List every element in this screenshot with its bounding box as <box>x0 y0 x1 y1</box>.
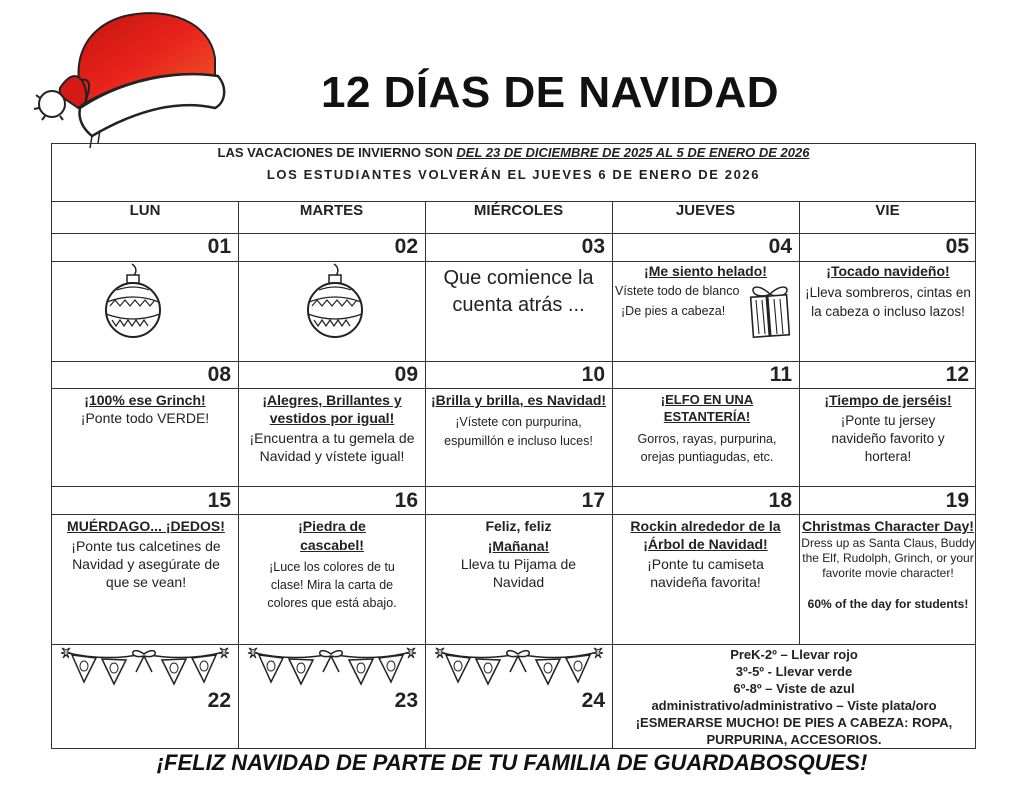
date-number: 12 <box>945 363 969 386</box>
date-number: 22 <box>207 689 231 712</box>
date-number: 16 <box>394 489 418 512</box>
day-header-thu: JUEVES <box>675 202 736 219</box>
bunting-icon <box>58 646 230 688</box>
date-number: 17 <box>581 489 605 512</box>
wed-2-activity: ¡Brilla y brilla, es Navidad! ¡Vístete con purpurina, espumillón e incluso luces! <box>430 392 607 448</box>
wed-3-activity: Feliz, feliz ¡Mañana! Lleva tu Pijama de Navidad <box>460 518 577 590</box>
bunting-icon <box>432 646 604 688</box>
date-number: 05 <box>945 235 969 258</box>
tue-2-activity: ¡Alegres, Brillantes y vestidos por igual! ¡Encuentra a tu gemela de Navidad y vístete igual! <box>249 392 415 464</box>
date-number: 15 <box>207 489 231 512</box>
day-header-mon: LUN <box>129 202 161 219</box>
page-title: 12 DÍAS DE NAVIDAD <box>320 68 780 117</box>
calendar-grid <box>51 143 976 749</box>
date-number: 03 <box>581 235 605 258</box>
class-color-chart: PreK-2º – Llevar rojo 3º-5º - Llevar verde 6º-8º – Viste de azul administrativo/administrativo – Viste plata/oro ¡ESMERARSE MUCHO! DE PIES A CABEZA: ROPA, PURPURINA, ACCESORIOS. <box>635 647 953 747</box>
day-header-tue: MARTES <box>299 202 364 219</box>
date-number: 02 <box>394 235 418 258</box>
date-number: 11 <box>769 363 792 386</box>
thu-1-activity: ¡Me siento helado! <box>644 263 767 279</box>
mon-2-activity: ¡100% ese Grinch! ¡Ponte todo VERDE! <box>80 392 210 426</box>
ornament-icon <box>304 262 366 340</box>
date-number: 23 <box>394 689 418 712</box>
fri-1-activity: ¡Tocado navideño! ¡Lleva sombreros, cintas en la cabeza o incluso lazos! <box>805 263 971 319</box>
fri-3-activity: Christmas Character Day! Dress up as Santa Claus, Buddy the Elf, Rudolph, Grinch, or your favorite movie character! 60% of the day for students! <box>801 518 975 611</box>
date-number: 10 <box>581 363 605 386</box>
thu-1-body: Vístete todo de blanco ¡De pies a cabeza! <box>615 284 740 318</box>
day-header-fri: VIE <box>875 202 900 219</box>
day-header-wed: MIÉRCOLES <box>473 202 564 219</box>
vacation-line: LAS VACACIONES DE INVIERNO SON DEL 23 DE DICIEMBRE DE 2025 AL 5 DE ENERO DE 2026 <box>217 145 810 160</box>
mon-3-activity: MUÉRDAGO... ¡DEDOS! ¡Ponte tus calcetines de Navidad y asegúrate de que se vean! <box>67 518 225 590</box>
date-number: 04 <box>768 235 792 258</box>
date-number: 08 <box>207 363 231 386</box>
return-line: LOS ESTUDIANTES VOLVERÁN EL JUEVES 6 DE ENERO DE 2026 <box>266 167 761 182</box>
date-number: 24 <box>581 689 605 712</box>
gift-icon <box>747 280 793 338</box>
date-number: 01 <box>207 235 231 258</box>
ornament-icon <box>102 262 164 340</box>
tue-3-activity: ¡Piedra de cascabel! ¡Luce los colores de tu clase! Mira la carta de colores que está abajo. <box>267 518 397 610</box>
footer-message: ¡FELIZ NAVIDAD DE PARTE DE TU FAMILIA DE GUARDABOSQUES! <box>156 750 868 775</box>
bunting-icon <box>245 646 417 688</box>
fri-2-activity: ¡Tiempo de jerséis! ¡Ponte tu jersey navideño favorito y hortera! <box>824 392 952 464</box>
date-number: 19 <box>945 489 969 512</box>
wed-1-text: Que comience la cuenta atrás ... <box>443 267 594 316</box>
thu-2-activity: ¡ELFO EN UNA ESTANTERÍA! Gorros, rayas, purpurina, orejas puntiagudas, etc. <box>637 392 777 464</box>
thu-3-activity: Rockin alrededor de la ¡Árbol de Navidad! ¡Ponte tu camiseta navideña favorita! <box>630 518 781 590</box>
date-number: 18 <box>768 489 792 512</box>
santa-hat-icon <box>30 8 230 156</box>
date-number: 09 <box>394 363 418 386</box>
